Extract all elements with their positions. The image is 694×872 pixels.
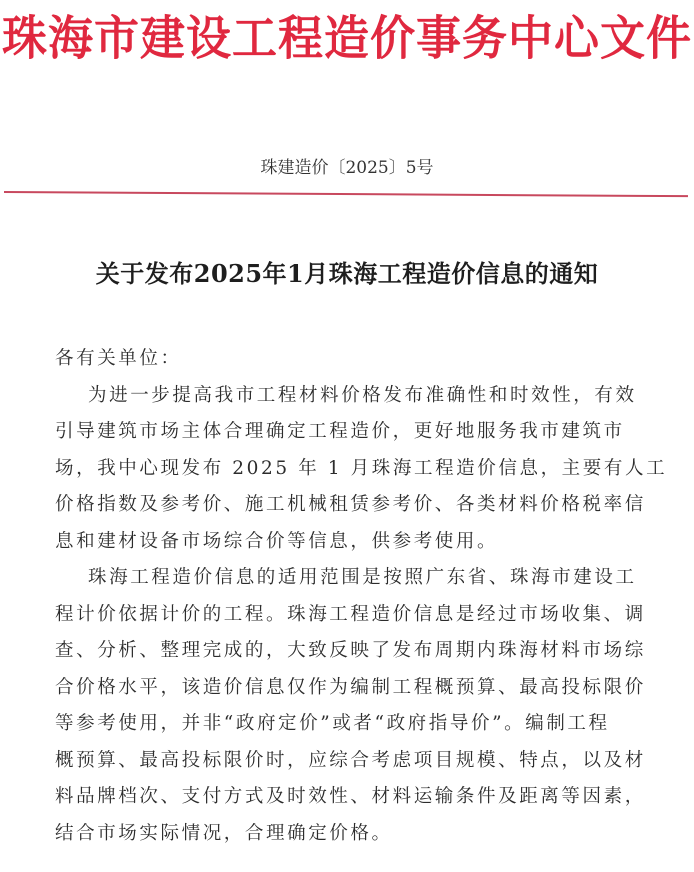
paragraph-line: 引导建筑市场主体合理确定工程造价，更好地服务我市建筑市: [55, 421, 625, 442]
paragraph-1: [55, 378, 668, 561]
paragraph-line: 概预算、最高投标限价时，应综合考虑项目规模、特点，以及材: [55, 749, 646, 771]
paragraph-line: 场，我中心现发布 2025 年 1 月珠海工程造价信息，主要有人工: [55, 457, 668, 479]
document-body: [55, 341, 668, 852]
salutation: 各有关单位：: [55, 348, 182, 369]
paragraph-line: 料品牌档次、支付方式及时效性、材料运输条件及距离等因素，: [55, 786, 646, 807]
paragraph-line: 查、分析、整理完成的，大致反映了发布周期内珠海材料市场综: [55, 640, 646, 661]
paragraph-line: 为进一步提高我市工程材料价格发布准确性和时效性，有效: [88, 384, 637, 406]
paragraph-line: 息和建材设备市场综合价等信息，供参考使用。: [55, 530, 499, 552]
paragraph-line: 程计价依据计价的工程。珠海工程造价信息是经过市场收集、调: [55, 603, 646, 625]
paragraph-line: 珠海工程造价信息的适用范围是按照广东省、珠海市建设工: [88, 567, 637, 588]
paragraph-line: 价格指数及参考价、施工机械租赁参考价、各类材料价格税率信: [55, 494, 646, 515]
paragraph-line: 等参考使用，并非“政府定价”或者“政府指导价”。编制工程: [55, 713, 610, 734]
paragraph-2: [55, 560, 651, 852]
paragraph-line: 合价格水平，该造价信息仅作为编制工程概预算、最高投标限价: [55, 676, 646, 698]
red-divider-rule: [4, 191, 688, 197]
masthead-title: 珠海市建设工程造价事务中心文件: [1, 10, 692, 67]
notice-title: 关于发布2025年1月珠海工程造价信息的通知: [95, 259, 599, 288]
document-number: 珠建造价〔2025〕5号: [260, 158, 434, 178]
paragraph-line: 结合市场实际情况，合理确定价格。: [55, 822, 393, 844]
